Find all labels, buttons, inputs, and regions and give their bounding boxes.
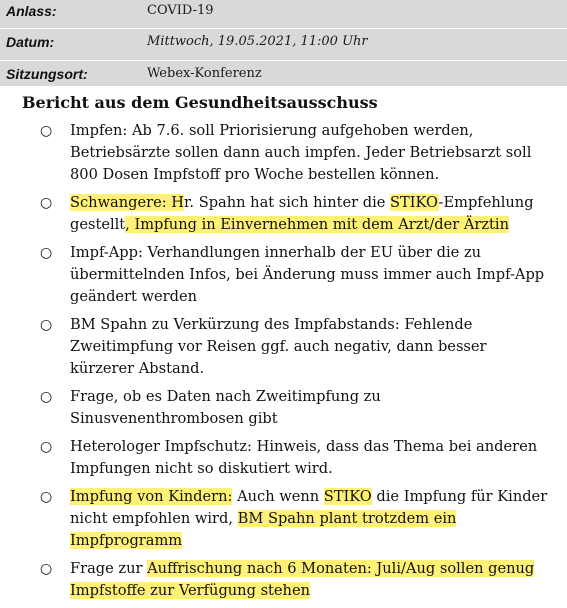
item-text: Impf-App: Verhandlungen innerhalb der EU über die zu übermittelnden Infos, bei Änderung muss immer auch Impf-App geändert werden — [70, 244, 545, 305]
highlighted-text: STIKO — [323, 488, 372, 505]
bullet-circle-icon: ○ — [40, 489, 53, 505]
bullet-circle-icon: ○ — [40, 123, 53, 139]
highlighted-text: Auffrischung nach 6 Monaten: Juli/Aug sollen genug Impfstoffe zur Verfügung stehen — [70, 560, 535, 599]
meeting-info-table — [0, 0, 567, 86]
bullet-circle-icon: ○ — [40, 389, 53, 405]
table-divider — [0, 60, 567, 61]
table-divider — [0, 28, 567, 29]
bullet-circle-icon: ○ — [40, 317, 53, 333]
sitzungsort-value: Webex-Konferenz — [147, 66, 262, 81]
highlighted-text: STIKO — [390, 194, 439, 211]
highlighted-text: Schwangere: H — [70, 194, 185, 211]
bullet-circle-icon: ○ — [40, 195, 53, 211]
report-list — [0, 120, 567, 608]
highlighted-text: Impfung von Kindern: — [70, 488, 233, 505]
anlass-value: COVID-19 — [147, 3, 214, 18]
report-list-item — [0, 558, 567, 602]
item-text: Heterologer Impfschutz: Hinweis, dass das Thema bei anderen Impfungen nicht so diskutiert wird. — [70, 438, 538, 477]
item-text: -Empfehlung gestellt — [70, 194, 534, 233]
item-text: r. Spahn hat sich hinter die — [184, 194, 391, 211]
report-title: Bericht aus dem Gesundheitsausschuss — [22, 93, 378, 112]
report-list-item — [0, 242, 567, 308]
anlass-label: Anlass: — [6, 3, 57, 19]
report-list-item — [0, 436, 567, 480]
highlighted-text: , Impfung in Einvernehmen mit dem Arzt/der Ärztin — [125, 216, 509, 233]
datum-value: Mittwoch, 19.05.2021, 11:00 Uhr — [147, 34, 368, 49]
meeting-info-row-anlass — [0, 0, 567, 28]
report-list-item — [0, 314, 567, 380]
report-list-item — [0, 120, 567, 186]
report-list-item — [0, 386, 567, 430]
highlighted-text: BM Spahn plant trotzdem ein Impfprogramm — [70, 510, 457, 549]
report-list-item — [0, 192, 567, 236]
bullet-circle-icon: ○ — [40, 439, 53, 455]
item-text: die Impfung für Kinder nicht empfohlen wird, — [70, 488, 548, 527]
item-text: Impfen: Ab 7.6. soll Priorisierung aufgehoben werden, Betriebsärzte sollen dann auch impfen. Jeder Betriebsarzt soll 800 Dosen Impfstoff pro Woche bestellen können. — [70, 122, 532, 183]
item-text: Auch wenn — [232, 488, 324, 505]
meeting-info-row-sitzungsort — [0, 63, 567, 91]
item-text: Frage, ob es Daten nach Zweitimpfung zu Sinusvenenthrombosen gibt — [70, 388, 381, 427]
sitzungsort-label: Sitzungsort: — [6, 66, 88, 82]
report-list-item — [0, 486, 567, 552]
datum-label: Datum: — [6, 34, 55, 50]
bullet-circle-icon: ○ — [40, 245, 53, 261]
item-text: BM Spahn zu Verkürzung des Impfabstands: Fehlende Zweitimpfung vor Reisen ggf. auch negativ, dann besser kürzerer Abstand. — [70, 316, 487, 377]
meeting-info-row-datum — [0, 31, 567, 59]
bullet-circle-icon: ○ — [40, 561, 53, 577]
item-text: Frage zur — [70, 560, 148, 577]
